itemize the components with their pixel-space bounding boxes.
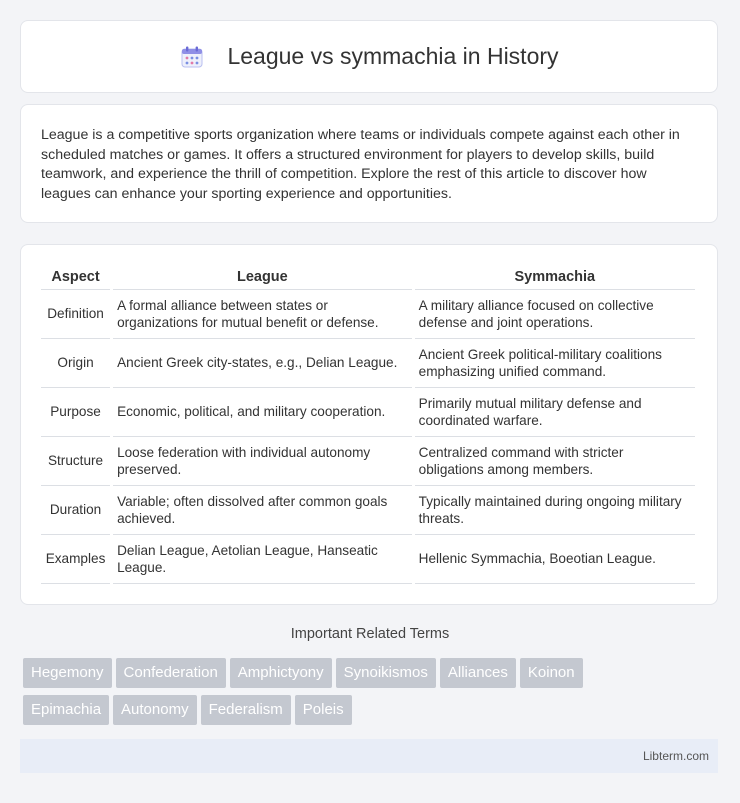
- table-row: [41, 388, 695, 437]
- aspect-cell: Examples: [41, 535, 110, 584]
- tag-hegemony[interactable]: Hegemony: [23, 658, 112, 688]
- aspect-cell: Definition: [41, 290, 110, 339]
- tag-koinon[interactable]: Koinon: [520, 658, 583, 688]
- symmachia-cell: Primarily mutual military defense and coordinated warfare.: [415, 388, 695, 437]
- league-cell: Loose federation with individual autonomy preserved.: [113, 437, 412, 486]
- aspect-cell: Duration: [41, 486, 110, 535]
- tag-poleis[interactable]: Poleis: [295, 695, 352, 725]
- league-cell: A formal alliance between states or organizations for mutual benefit or defense.: [113, 290, 412, 339]
- intro-text: League is a competitive sports organization where teams or individuals compete against each other in scheduled matches or games. It offers a structured environment for players to develop skills, build teamwork, and experience the thrill of competition. Explore the rest of this article to discover how leagues can enhance your sporting experience and opportunities.: [41, 127, 680, 202]
- header-symmachia: Symmachia: [415, 265, 695, 290]
- tag-epimachia[interactable]: Epimachia: [23, 695, 109, 725]
- comparison-table: [38, 265, 698, 584]
- symmachia-cell: Typically maintained during ongoing military threats.: [415, 486, 695, 535]
- table-row: [41, 339, 695, 388]
- related-terms-tags: [23, 658, 723, 732]
- tag-alliances[interactable]: Alliances: [440, 658, 516, 688]
- tag-synoikismos[interactable]: Synoikismos: [336, 658, 436, 688]
- league-cell: Ancient Greek city-states, e.g., Delian League.: [113, 339, 412, 388]
- tag-federalism[interactable]: Federalism: [201, 695, 291, 725]
- tag-confederation[interactable]: Confederation: [116, 658, 226, 688]
- tag-autonomy[interactable]: Autonomy: [113, 695, 197, 725]
- related-terms-title: Important Related Terms: [290, 626, 450, 642]
- intro-card: [20, 104, 718, 223]
- table-row: [41, 437, 695, 486]
- comparison-table-card: [20, 244, 718, 605]
- title-card: [20, 20, 718, 93]
- league-cell: Delian League, Aetolian League, Hanseatic League.: [113, 535, 412, 584]
- aspect-cell: Purpose: [41, 388, 110, 437]
- tag-amphictyony[interactable]: Amphictyony: [230, 658, 332, 688]
- league-cell: Economic, political, and military cooperation.: [113, 388, 412, 437]
- calendar-icon: [179, 44, 205, 70]
- table-row: [41, 535, 695, 584]
- symmachia-cell: Hellenic Symmachia, Boeotian League.: [415, 535, 695, 584]
- aspect-cell: Structure: [41, 437, 110, 486]
- header-league: League: [113, 265, 412, 290]
- table-header-row: [41, 265, 695, 290]
- aspect-cell: Origin: [41, 339, 110, 388]
- symmachia-cell: Ancient Greek political-military coalitions emphasizing unified command.: [415, 339, 695, 388]
- symmachia-cell: A military alliance focused on collective defense and joint operations.: [415, 290, 695, 339]
- footer: [20, 739, 718, 773]
- footer-site-link[interactable]: Libterm.com: [642, 749, 709, 763]
- league-cell: Variable; often dissolved after common goals achieved.: [113, 486, 412, 535]
- header-aspect: Aspect: [41, 265, 110, 290]
- page-title: League vs symmachia in History: [227, 43, 559, 69]
- table-row: [41, 290, 695, 339]
- symmachia-cell: Centralized command with stricter obligations among members.: [415, 437, 695, 486]
- table-row: [41, 486, 695, 535]
